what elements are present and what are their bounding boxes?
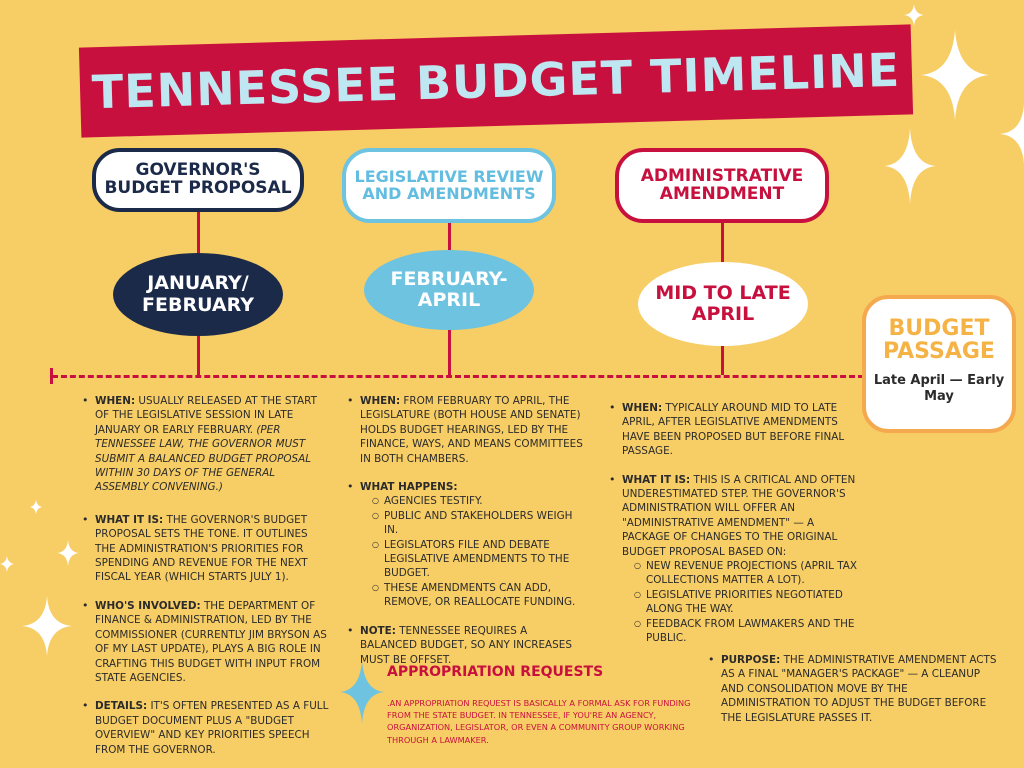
governor-when-text: USUALLY RELEASED AT THE START OF THE LEGISLATIVE SESSION IN LATE JANUARY OR EARLY FEBRUARY. (95, 395, 317, 436)
governor-who-text: THE DEPARTMENT OF FINANCE & ADMINISTRATION, LED BY THE COMMISSIONER (CURRENTLY JIM BRYSON AS OF MY LAST UPDATE), PLAYS A BIG ROLE IN CRAFTING THIS BUDGET WITH INPUT FROM STATE AGENCIES. (95, 599, 327, 684)
governor-when-label: WHEN: (95, 395, 136, 407)
legislative-happens-sub-item: ○ PUBLIC AND STAKEHOLDERS WEIGH IN. (372, 509, 585, 538)
legislative-happens-sub-item: ○ THESE AMENDMENTS CAN ADD, REMOVE, OR REALLOCATE FUNDING. (372, 581, 585, 610)
stage-governor-date: JANUARY/ FEBRUARY (113, 253, 283, 336)
sparkle-icon (22, 596, 72, 656)
administrative-what-text: THIS IS A CRITICAL AND OFTEN UNDERESTIMATED STEP. THE GOVERNOR'S ADMINISTRATION WILL OFFER AN "ADMINISTRATIVE AMENDMENT" — A PACKAGE OF CHANGES TO THE ORIGINAL BUDGET PROPOSAL BASED ON: (622, 473, 856, 558)
appropriation-title: APPROPRIATION REQUESTS (387, 664, 604, 680)
governor-details-column (80, 394, 330, 757)
governor-what-label: WHAT IT IS: (95, 513, 164, 526)
administrative-what-sub-item: ○ LEGISLATIVE PRIORITIES NEGOTIATED ALONG THE WAY. (634, 588, 857, 617)
legislative-note-item (345, 624, 585, 667)
legislative-note-label: NOTE: (360, 624, 396, 637)
budget-passage-card (862, 295, 1016, 433)
sparkle-icon (0, 556, 14, 572)
administrative-what-item (607, 473, 857, 646)
legislative-note-text: TENNESSEE REQUIRES A BALANCED BUDGET, SO ANY INCREASES MUST BE OFFSET. (360, 624, 572, 666)
governor-who-label: WHO'S INVOLVED: (95, 599, 201, 612)
stage-governor-label: GOVERNOR'S BUDGET PROPOSAL (92, 148, 304, 212)
administrative-details-column (607, 401, 857, 646)
stage-legislative-date: FEBRUARY- APRIL (364, 250, 534, 330)
governor-details-item (80, 699, 330, 757)
governor-details-label: DETAILS: (95, 700, 148, 713)
timeline-line (52, 375, 864, 378)
title-banner (79, 24, 913, 137)
governor-when-note: (PER TENNESSEE LAW, THE GOVERNOR MUST SUBMIT A BALANCED BUDGET PROPOSAL WITHIN 30 DAYS OF THE GENERAL ASSEMBLY CONVENING.) (95, 423, 312, 494)
governor-details-text: IT'S OFTEN PRESENTED AS A FULL BUDGET DOCUMENT PLUS A "BUDGET OVERVIEW" AND KEY PRIORITIES SPEECH FROM THE GOVERNOR. (95, 700, 329, 756)
legislative-when-text: FROM FEBRUARY TO APRIL, THE LEGISLATURE (BOTH HOUSE AND SENATE) HOLDS BUDGET HEARINGS, LED BY THE FINANCE, WAYS, AND MEANS COMMITTEES IN BOTH CHAMBERS. (360, 395, 583, 465)
sparkle-blue-icon (340, 660, 384, 724)
budget-passage-date: Late April — Early May (873, 373, 1005, 405)
legislative-happens-label: WHAT HAPPENS: (360, 481, 458, 494)
page-title: TENNESSEE BUDGET TIMELINE (91, 42, 901, 120)
purpose-item (706, 653, 998, 725)
purpose-label: PURPOSE: (721, 654, 781, 666)
legislative-happens-sub-item: ○ LEGISLATORS FILE AND DEBATE LEGISLATIVE AMENDMENTS TO THE BUDGET. (372, 538, 585, 581)
legislative-when-label: WHEN: (360, 395, 401, 407)
purpose-text: THE ADMINISTRATIVE AMENDMENT ACTS AS A FINAL "MANAGER'S PACKAGE" — A CLEANUP AND CONSOLIDATION MOVE BY THE ADMINISTRATION TO ADJUST THE BUDGET BEFORE THE LEGISLATURE PASSES IT. (721, 654, 997, 724)
legislative-happens-sub-item: ○ AGENCIES TESTIFY. (372, 494, 585, 508)
governor-when-item (80, 394, 330, 495)
purpose-block (706, 653, 998, 725)
stage-administrative-label: ADMINISTRATIVE AMENDMENT (615, 148, 829, 223)
stage-administrative-date: MID TO LATE APRIL (638, 262, 808, 346)
sparkle-icon (921, 30, 989, 120)
legislative-details-column (345, 394, 585, 667)
administrative-what-sub-item: ○ FEEDBACK FROM LAWMAKERS AND THE PUBLIC. (634, 617, 857, 646)
sparkle-icon (1000, 104, 1024, 164)
appropriation-text: .AN APPROPRIATION REQUEST IS BASICALLY A FORMAL ASK FOR FUNDING FROM THE STATE BUDGET. IN TENNESSEE, IF YOU'RE AN AGENCY, ORGANIZATION, LEGISLATOR, OR EVEN A COMMUNITY GROUP WORKING THROUGH A LAWMAKER. (387, 698, 691, 745)
administrative-when-item (607, 401, 857, 459)
governor-what-text: THE GOVERNOR'S BUDGET PROPOSAL SETS THE TONE. IT OUTLINES THE ADMINISTRATION'S PRIORITIES FOR SPENDING AND REVENUE FOR THE NEXT FISCAL YEAR (WHICH STARTS JULY 1). (95, 513, 308, 584)
governor-who-item (80, 599, 330, 685)
sparkle-icon (884, 128, 936, 204)
sparkle-icon (904, 4, 924, 26)
administrative-when-text: TYPICALLY AROUND MID TO LATE APRIL, AFTER LEGISLATIVE AMENDMENTS HAVE BEEN PROPOSED BUT BEFORE FINAL PASSAGE. (622, 402, 845, 458)
budget-passage-label: BUDGET PASSAGE (883, 316, 995, 365)
administrative-when-label: WHEN: (622, 402, 663, 414)
legislative-happens-item (345, 480, 585, 610)
administrative-what-sub-item: ○ NEW REVENUE PROJECTIONS (APRIL TAX COLLECTIONS MATTER A LOT). (634, 559, 857, 588)
governor-what-item (80, 513, 330, 585)
administrative-what-label: WHAT IT IS: (622, 473, 691, 486)
sparkle-icon (57, 540, 79, 566)
stage-legislative-label: LEGISLATIVE REVIEW AND AMENDMENTS (342, 148, 556, 223)
legislative-when-item (345, 394, 585, 466)
sparkle-icon (30, 500, 42, 514)
